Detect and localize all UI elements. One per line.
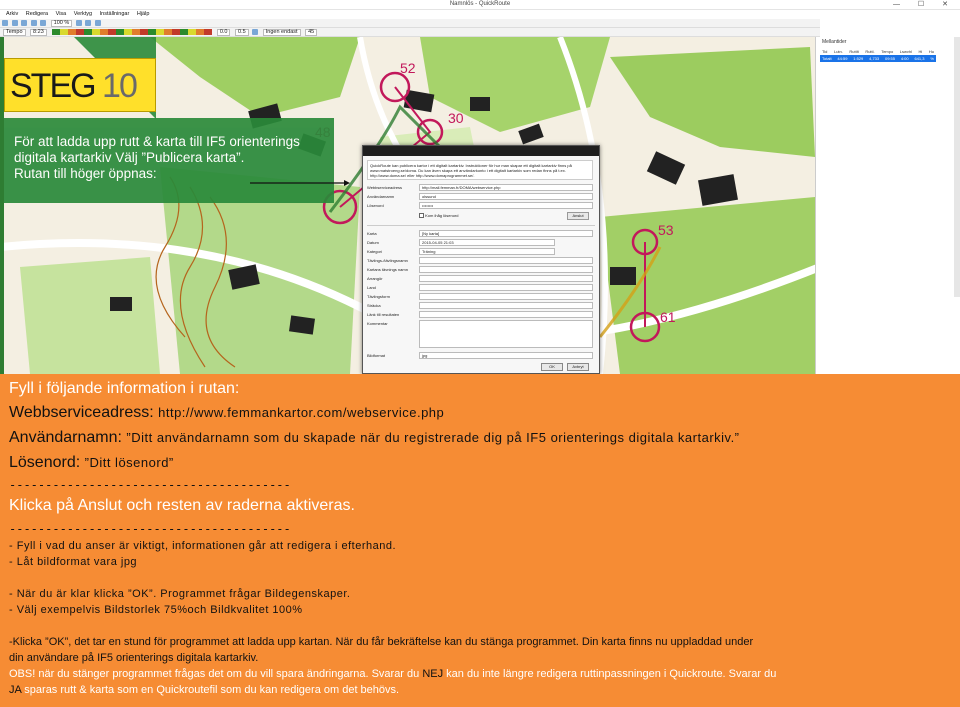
remember-label: Kom ihåg lösenord — [425, 213, 459, 218]
date-input[interactable]: 2015-04-05 21:03 — [419, 239, 555, 246]
control-number-61: 61 — [660, 309, 676, 325]
divider-line: --------------------------------------- — [9, 478, 291, 492]
publish-map-dialog — [362, 145, 600, 374]
obs-line-2 — [9, 684, 399, 696]
laps-table-header — [820, 49, 936, 54]
menu-item-arkiv[interactable]: Arkiv — [6, 11, 19, 17]
window-controls[interactable]: — ☐ ✕ — [892, 1, 956, 8]
callout-line-1: För att ladda upp rutt & karta till IF5 orienterings — [14, 134, 300, 149]
category-label: Kategori — [367, 249, 382, 254]
zoom-out-icon[interactable] — [95, 20, 101, 26]
format-label: Bildformat — [367, 353, 386, 358]
cell: 44:59 — [837, 56, 848, 61]
username-instruction-value: ”Ditt användarnamn som du skapade när du registrerade dig på IF5 orienterings digitala kartarkiv.” — [126, 430, 740, 445]
category-select[interactable]: Träning — [419, 248, 555, 255]
checkbox-icon[interactable] — [419, 213, 424, 218]
save-icon[interactable] — [21, 20, 27, 26]
webservice-label: Webbserviceadress — [367, 185, 403, 190]
password-input[interactable]: •••••••• — [419, 202, 593, 209]
laps-table — [820, 49, 936, 62]
col-header: Tid — [822, 49, 828, 54]
col-header: Hu — [928, 49, 934, 54]
country-input[interactable] — [419, 284, 593, 291]
arrow-icon — [250, 180, 350, 186]
link-label: Länk till resultaten — [367, 312, 400, 317]
col-header: Lswvhl — [899, 49, 912, 54]
new-file-icon[interactable] — [2, 20, 8, 26]
username-row — [367, 193, 595, 200]
menu-item-hjalp[interactable]: Hjälp — [136, 11, 150, 17]
step-word: STEG — [10, 67, 95, 105]
ok-instruction-2: din användare på IF5 orienterings digitala kartarkiv. — [9, 652, 259, 664]
col-header: Ruttl. — [865, 49, 875, 54]
redo-icon[interactable] — [40, 20, 46, 26]
obs-ja: JA — [9, 684, 22, 696]
organiser-label: Arrangör — [367, 276, 383, 281]
obs-text-a: OBS! när du stänger programmet frågas det om du vill spara ändringarna. Svarar du — [9, 668, 423, 680]
ok-button[interactable]: OK — [541, 363, 563, 371]
col-header: Hi — [918, 49, 923, 54]
menu-item-verktyg[interactable]: Verktyg — [73, 11, 93, 17]
course-row — [367, 302, 595, 309]
comment-row — [367, 320, 595, 327]
remember-password-checkbox[interactable] — [419, 213, 458, 218]
bullet-2: - Låt bildformat vara jpg — [9, 556, 138, 568]
col-header: Ruttlt — [849, 49, 859, 54]
cell: % — [930, 56, 934, 61]
secondary-coding-select[interactable]: Ingen endast — [263, 29, 301, 36]
webservice-instruction-label: Webbserviceadress: — [9, 404, 159, 421]
bullet-3: - När du är klar klicka ”OK”. Programmet frågar Bildegenskaper. — [9, 588, 351, 600]
comment-label: Kommentar — [367, 321, 388, 326]
menu-item-visa[interactable]: Visa — [55, 11, 67, 17]
password-instruction — [9, 454, 174, 472]
col-header: Tempo — [881, 49, 894, 54]
discipline-row — [367, 293, 595, 300]
cell: 09:55 — [884, 56, 895, 61]
organiser-row — [367, 275, 595, 282]
color-range-bar[interactable] — [52, 29, 212, 35]
password-label: Lösenord — [367, 203, 384, 208]
control-number-53: 53 — [658, 222, 674, 238]
country-label: Land — [367, 285, 376, 290]
username-input[interactable]: olssund — [419, 193, 593, 200]
divider-line: --------------------------------------- — [9, 522, 291, 536]
bullet-4: - Välj exempelvis Bildstorlek 75%och Bildkvalitet 100% — [9, 604, 303, 616]
date-row — [367, 239, 595, 246]
cell: 1:529 — [853, 56, 864, 61]
toolbar-route — [0, 28, 820, 37]
event-name-label: Tävlings-/tävlingsnamn — [367, 258, 408, 263]
menu-bar — [0, 10, 960, 19]
col-header: Lutn. — [833, 49, 843, 54]
step-number: 10 — [102, 67, 136, 105]
format-select[interactable]: jpg — [419, 352, 593, 359]
divider — [367, 225, 595, 226]
date-label: Datum — [367, 240, 379, 245]
obs-nej: NEJ — [422, 668, 444, 680]
ok-instruction-1: -Klicka ”OK”, det tar en stund för programmet att ladda upp kartan. När du får bekräftelse kan du stänga programmet. Din karta finns nu uppladdad under — [9, 636, 754, 648]
discipline-label: Tävlingsform — [367, 294, 390, 299]
laps-panel-title: Mellantider — [822, 39, 847, 45]
course-label: Sträcka — [367, 303, 381, 308]
panel-scrollbar[interactable] — [954, 37, 960, 297]
event-map-name-input[interactable] — [419, 266, 593, 273]
window-title: Namnlös - QuickRoute — [449, 1, 511, 7]
username-instruction — [9, 429, 740, 447]
instruction-heading: Fyll i följande information i rutan: — [9, 380, 240, 397]
obs-text-c: sparas rutt & karta som en Quickroutefil som du kan redigera om det behövs. — [21, 684, 400, 696]
discipline-input[interactable] — [419, 293, 593, 300]
course-input[interactable] — [419, 302, 593, 309]
smoothing-input[interactable]: 0.0 — [217, 29, 231, 36]
connect-button[interactable]: Anslut — [567, 212, 589, 220]
control-number-30: 30 — [448, 110, 464, 126]
obs-text-b: kan du inte längre redigera ruttinpassningen i Quickroute. Svarar du — [443, 668, 777, 680]
bullet-1: - Fyll i vad du anser är viktigt, informationen går att redigera i efterhand. — [9, 540, 397, 552]
webservice-input[interactable]: http://mail.femman.fr/DOMA/webservice.php — [419, 184, 593, 191]
callout-box — [4, 118, 334, 203]
comment-input[interactable] — [419, 320, 593, 348]
webservice-instruction-value: http://www.femmankartor.com/webservice.php — [158, 405, 445, 420]
map-select[interactable]: [Ny karta] — [419, 230, 593, 237]
format-row — [367, 352, 595, 359]
username-label: Användarnamn — [367, 194, 395, 199]
zoom-select[interactable]: 100 % — [51, 20, 73, 27]
webservice-row — [367, 184, 595, 191]
event-name-input[interactable] — [419, 257, 593, 264]
undo-icon[interactable] — [31, 20, 37, 26]
title-bar — [0, 0, 960, 10]
cell: 641,3 — [914, 56, 925, 61]
dialog-info-text — [367, 160, 593, 180]
step-badge — [4, 58, 156, 112]
connect-instruction: Klicka på Anslut och resten av raderna aktiveras. — [9, 497, 355, 514]
info-line: QuickRoute kan publicera kartor i ett digitalt kartarkiv. Instruktioner för hur man skapar ett digitalt kartarkiv finns på — [370, 163, 572, 168]
line-width-input[interactable]: 0.5 — [235, 29, 249, 36]
color-coding-select[interactable]: Tempo — [3, 29, 26, 36]
link-row — [367, 311, 595, 318]
instruction-panel — [0, 374, 960, 707]
username-instruction-label: Användarnamn: — [9, 429, 127, 446]
cell: 4,733 — [869, 56, 880, 61]
toolbar-main — [0, 19, 820, 28]
organiser-input[interactable] — [419, 275, 593, 282]
adjust-route-icon[interactable] — [76, 20, 82, 26]
obs-line-1 — [9, 668, 776, 680]
cancel-button[interactable]: Avbryt — [567, 363, 589, 371]
category-row — [367, 248, 595, 255]
open-file-icon[interactable] — [12, 20, 18, 26]
control-number-52: 52 — [400, 60, 416, 76]
menu-item-installningar[interactable]: Inställningar — [99, 11, 130, 17]
link-input[interactable] — [419, 311, 593, 318]
range-start-input[interactable]: 8:23 — [30, 29, 47, 36]
zoom-in-icon[interactable] — [85, 20, 91, 26]
password-instruction-value: ”Ditt lösenord” — [84, 455, 174, 470]
cell: Totalt — [822, 56, 832, 61]
event-map-name-label: Kartans tävnings namn — [367, 267, 408, 272]
table-row[interactable] — [820, 55, 936, 62]
dialog-titlebar — [363, 146, 599, 156]
info-line: http://www.doma.se/ eller http://www.domaprogrammet.se/. — [370, 173, 475, 178]
callout-line-2: digitala kartarkiv Välj ”Publicera karta”. — [14, 150, 245, 165]
event-name-row — [367, 257, 595, 264]
laps-panel — [815, 37, 960, 374]
country-row — [367, 284, 595, 291]
webservice-instruction — [9, 404, 444, 422]
transparency-input[interactable]: 45 — [305, 29, 317, 36]
map-label: Karta — [367, 231, 377, 236]
map-row — [367, 230, 595, 237]
event-map-name-row — [367, 266, 595, 273]
info-line: www.matstroeng.se/doma. Du kan även skapa ett användarkonto i ett digitalt kartarkiv som redan finns på t.ex. — [370, 168, 566, 173]
route-line-icon[interactable] — [252, 29, 258, 35]
menu-item-redigera[interactable]: Redigera — [25, 11, 49, 17]
password-instruction-label: Lösenord: — [9, 454, 85, 471]
password-row — [367, 202, 595, 209]
cell: 4:00 — [900, 56, 909, 61]
callout-line-3: Rutan till höger öppnas: — [14, 166, 157, 181]
